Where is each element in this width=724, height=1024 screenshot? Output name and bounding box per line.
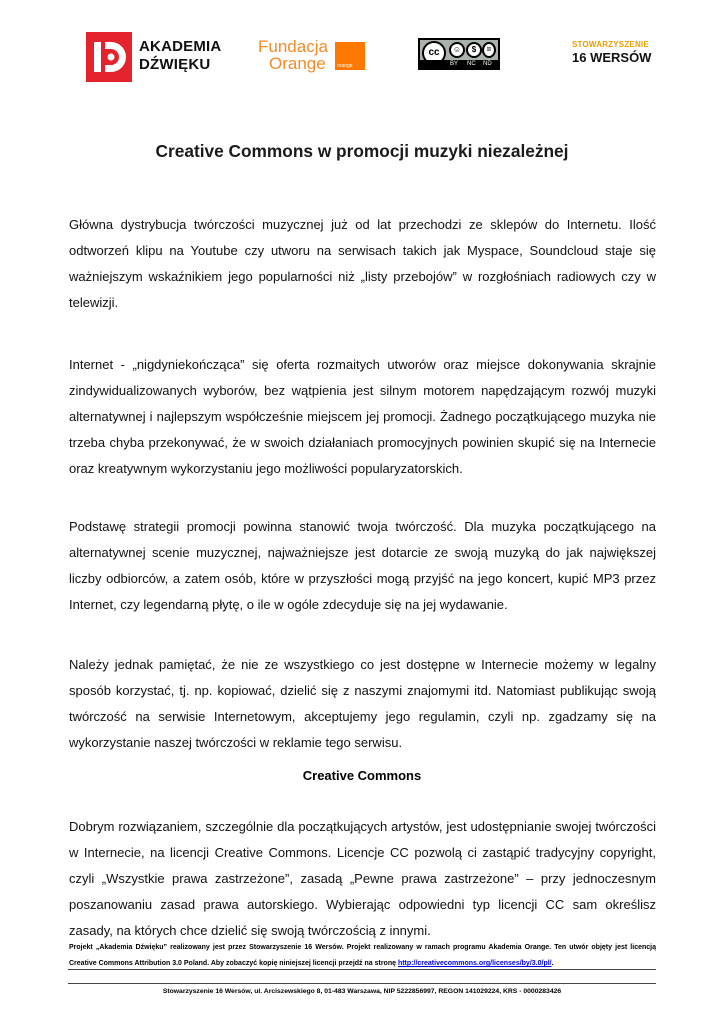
license-bar: BY NC ND xyxy=(420,60,498,68)
section-heading: Creative Commons xyxy=(302,768,422,783)
fundacja-orange-logo xyxy=(258,38,368,88)
fundacja-orange-wordmark: Fundacja Orange xyxy=(258,37,328,73)
paragraph-3: Podstawę strategii promocji powinna stanowić twoja twórczość. Dla muzyka początkującego na alternatywnej scenie muzycznej, najważniejsze jest dotarcie ze swoją muzyką do jak największej liczby odbiorców, a zatem osób, które w przyszłości mogą przyjść na jego koncert, kupić MP3 przez Internet, czy legendarną płytę, o ile w ogóle zdecyduje się na jej wydawanie. xyxy=(69,519,656,612)
person-icon: ☺ xyxy=(449,42,465,58)
document-title: Creative Commons w promocji muzyki niezależnej xyxy=(155,141,569,161)
cc-by-nc-nd-badge xyxy=(418,38,500,70)
cc-icon: cc xyxy=(422,41,446,65)
no-money-icon: $ xyxy=(466,42,482,58)
paragraph-4: Należy jednak pamiętać, że nie ze wszystkiego co jest dostępne w Internecie możemy w legalny sposób korzystać, tj. np. kopiować, dzielić się z naszymi znajomymi itd. Natomiast publikując swoją twórczość na serwisie Internetowym, akceptujemy jego regulamin, czyli np. zgadzamy się na wykorzystanie naszej twórczości w reklamie tego serwisu. xyxy=(69,657,656,750)
project-footnote: Projekt „Akademia Dźwięku” realizowany jest przez Stowarzyszenie 16 Wersów. Projekt realizowany w ramach programu Akademia Orange. Ten utwór objęty jest licencją Creative Commons Attribution 3.0 Poland. Aby zobaczyć kopię niniejszej licencji przejdź na stronę http://creativecommons.org/licenses/by/3.0/pl/. xyxy=(69,944,656,967)
orange-square-icon: orange xyxy=(335,42,365,70)
header-logos xyxy=(0,20,724,95)
akademia-dzwieku-wordmark: AKADEMIA DŹWIĘKU xyxy=(139,38,222,73)
akademia-dzwieku-logo xyxy=(86,32,226,82)
paragraph-5: Dobrym rozwiązaniem, szczególnie dla początkujących artystów, jest udostępnianie swojej twórczości w Internecie, na licencji Creative Commons. Licencje CC pozwolą ci zastąpić tradycyjny copyright, czyli „Wszystkie prawa zastrzeżone”, zasadą „Pewne prawa zastrzeżone” – przy jednoczesnym poszanowaniu zasad prawa autorskiego. Wybierając odpowiedni typ licencji CC sam określisz zasady, na których chce dzielić się swoją twórczością z innymi. xyxy=(69,819,656,938)
stowarzyszenie-16-wersow-logo: STOWARZYSZENIE 16 WERSÓW xyxy=(572,40,652,65)
footer-divider-top xyxy=(68,969,656,970)
akademia-dzwieku-mark-icon xyxy=(86,32,132,82)
footer-divider-bottom xyxy=(68,983,656,984)
paragraph-1: Główna dystrybucja twórczości muzycznej już od lat przechodzi ze sklepów do Internetu. Ilość odtworzeń klipu na Youtube czy utworu na serwisach takich jak Myspace, Soundcloud staje się ważniejszym wskaźnikiem jego popularności niż „listy przebojów” w rozgłośniach radiowych czy w telewizji. xyxy=(69,217,656,310)
equal-icon: = xyxy=(482,42,496,58)
paragraph-2: Internet - „nigdyniekończąca” się oferta rozmaitych utworów oraz miejsce dokonywania skrajnie zindywidualizowanych wyborów, bez wątpienia jest silnym motorem napędzającym rozwój muzyki alternatywnej i najlepszym współcześnie miejscem jej promocji. Żadnego początkującego muzyka nie trzeba chyba przekonywać, że w swoich działaniach promocyjnych powinien skupić się na Internecie oraz kreatywnym wykorzystaniu jego możliwości popularyzatorskich. xyxy=(69,357,656,476)
footer-address: Stowarzyszenie 16 Wersów, ul. Arciszewskiego 8, 01-483 Warszawa, NIP 5222856997, REGON 141029224, KRS - 0000283426 xyxy=(162,988,562,995)
license-link[interactable]: http://creativecommons.org/licenses/by/3.0/pl/ xyxy=(397,960,552,967)
